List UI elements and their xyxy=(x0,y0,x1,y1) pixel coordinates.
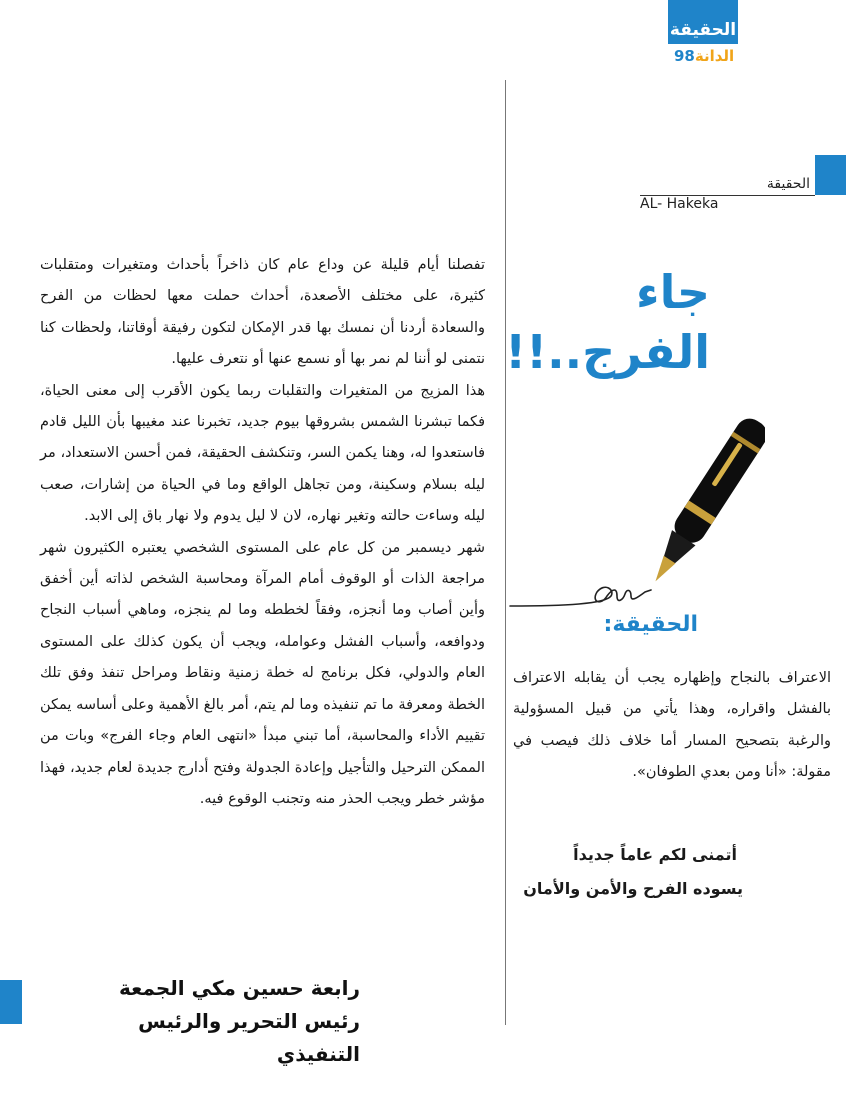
badge-footer xyxy=(668,44,738,68)
badge-title: الحقيقة xyxy=(668,0,738,44)
author-name: رابعة حسين مكي الجمعة xyxy=(119,976,360,1000)
sidebar-text xyxy=(513,663,831,789)
section-label-arabic: الحقيقة xyxy=(766,176,810,192)
page-number: 98 xyxy=(674,47,695,65)
title-line: جاء xyxy=(636,265,710,319)
page-badge xyxy=(668,0,738,68)
new-year-wish xyxy=(513,838,743,906)
article-paragraph: شهر ديسمبر من كل عام على المستوى الشخصي يعتبره الكثيرون شهر مراجعة الذات أو الوقوف أمام المرآة ومحاسبة الشخص لذاته أين أخفق وأين أصاب وما أنجزه، وفقاً لخططه وما لم ينجزه، وماهي أسباب النجاح ودوافعه، وأسباب الفشل وعوامله، ويجب أن يكون كذلك على المستوى العام والدولي، فكل برنامج له خطة زمنية ونقاط ومراحل تنفذ وفق تلك الخطة ومعرفة ما تم تنفيذه وما لم يتم، أمر بالغ الأهمية وعلى أساسه يمكن تقييم الأداء والمحاسبة، أما تبني مبدأ «انتهى العام وجاء الفرج» وبات من الممكن الترحيل والتأجيل وإعادة الجدولة وفتح أدارج جديدة لعام جديد، فهذا مؤشر خطر ويجب الحذر منه وتجنب الوقوع فيه. xyxy=(40,539,485,807)
wish-line: أتمنى لكم عاماً جديداً xyxy=(573,845,737,864)
author-signature xyxy=(60,972,360,1071)
article-title xyxy=(505,262,710,382)
section-label-latin: AL- Hakeka xyxy=(640,196,719,212)
magazine-logo: الدانة xyxy=(694,47,735,65)
sidebar-paragraph: الاعتراف بالنجاح وإظهاره يجب أن يقابله الاعتراف بالفشل واقراره، وهذا يأتي من قبيل المسؤولية والرغبة بتصحيح المسار أما خلاف ذلك فيصب في مقولة: «أنا ومن بعدي الطوفان». xyxy=(513,670,831,781)
wish-line: يسوده الفرح والأمن والأمان xyxy=(523,879,743,898)
title-line: الفرج..!! xyxy=(505,325,710,379)
article-paragraph: هذا المزيج من المتغيرات والتقلبات ربما يكون الأقرب إلى معنى الحياة، فكما تبشرنا الشمس بشروقها بيوم جديد، تخبرنا عند مغيبها بأن الليل قادم فاستعدوا له، وهنا يكمن السر، وتنكشف الحقيقة، فمن أحسن الاستعداد، مر ليله بسلام وسكينة، ومن تجاهل الواقع وما في الحياة من إشارات، صعب ليله وساءت حالته وتغير نهاره، لان لا ليل يدوم ولا نهار باق إلى الابد. xyxy=(40,382,485,525)
article-body xyxy=(40,250,485,815)
author-role: رئيس التحرير والرئيس التنفيذي xyxy=(138,1009,360,1066)
article-paragraph: تفصلنا أيام قليلة عن وداع عام كان ذاخراً بأحداث ومتغيرات ومتقلبات كثيرة، على مختلف الأصعدة، أحداث حملت معها لحظات من الفرح والسعادة أردنا أن نمسك بها قدر الإمكان لتكون رفيقة أوقاتنا، ولحظات كنا نتمنى لو أننا لم نمر بها أو نسمع عنها أو نتعرف عليها. xyxy=(40,257,485,368)
left-edge-tab xyxy=(0,980,22,1024)
right-edge-tab xyxy=(815,155,846,195)
fountain-pen-icon xyxy=(505,410,765,620)
sidebar-heading: الحقيقة: xyxy=(603,612,698,637)
